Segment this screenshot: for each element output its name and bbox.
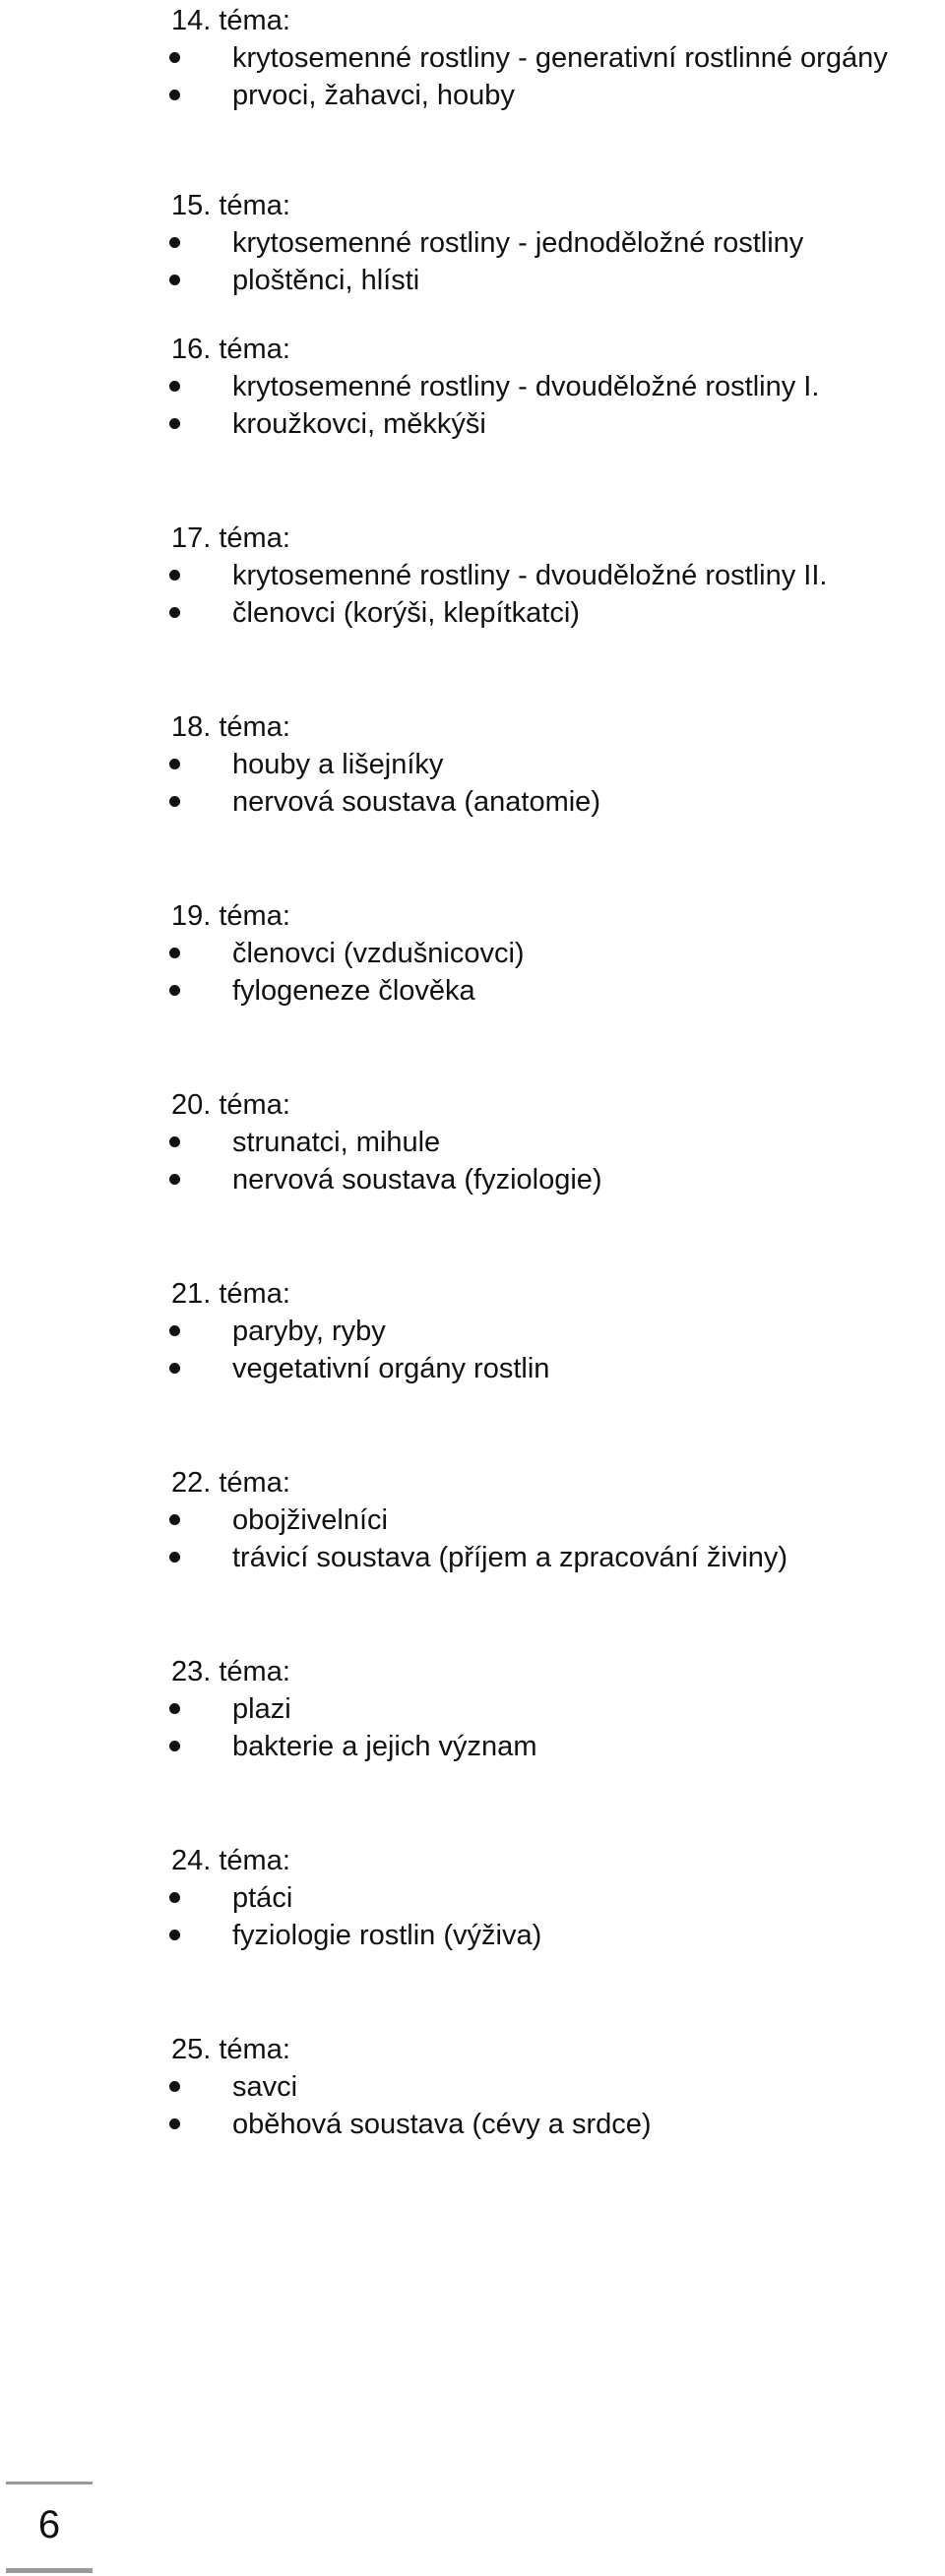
bullet-icon [169,1174,180,1185]
topic-item [0,594,945,632]
bullet-icon [169,90,180,100]
topic-item-text: krytosemenné rostliny - dvouděložné rostliny II. [232,560,828,591]
topic-item-text: trávicí soustava (příjem a zpracování živiny) [232,1542,788,1573]
topic-item-text: bakterie a jejich význam [232,1731,537,1762]
topic-item-text: nervová soustava (fyziologie) [232,1164,602,1196]
bullet-icon [169,948,180,958]
topic-item [0,1124,945,1161]
bullet-icon [169,2081,180,2092]
topic-item [0,2068,945,2106]
topic-heading: 23. téma: [171,1656,290,1687]
topic-item [0,1917,945,1954]
footer-divider-bottom [6,2568,93,2573]
bullet-icon [169,1930,180,1940]
topic-item-text: krytosemenné rostliny - jednoděložné rostliny [232,227,804,259]
topic-heading: 16. téma: [171,334,290,365]
page-number: 6 [37,2503,61,2546]
bullet-icon [169,1552,180,1563]
topic-item [0,2106,945,2143]
topic-heading: 14. téma: [171,5,290,36]
topic-heading: 18. téma: [171,711,290,743]
topic-heading: 24. téma: [171,1845,290,1876]
topic-item [0,1313,945,1350]
topic-item-text: členovci (korýši, klepítkatci) [232,597,580,629]
topic-item [0,368,945,405]
bullet-icon [169,237,180,248]
topic-item [0,39,945,77]
topic-item [0,783,945,821]
topic-item-text: oběhová soustava (cévy a srdce) [232,2109,652,2140]
bullet-icon [169,759,180,769]
topic-item-text: fyziologie rostlin (výživa) [232,1920,542,1951]
topic-heading: 15. téma: [171,190,290,221]
bullet-icon [169,1136,180,1147]
topic-item [0,1539,945,1576]
topic-heading: 20. téma: [171,1089,290,1121]
topic-item [0,77,945,114]
topic-item-text: ptáci [232,1882,293,1914]
bullet-icon [169,1892,180,1903]
topic-item [0,1502,945,1539]
bullet-icon [169,1514,180,1525]
topic-heading: 25. téma: [171,2034,290,2065]
topic-item-text: fylogeneze člověka [232,975,475,1007]
topic-item-text: plazi [232,1693,291,1725]
topic-heading: 19. téma: [171,900,290,932]
topic-item-text: vegetativní orgány rostlin [232,1353,550,1384]
topic-item [0,746,945,783]
bullet-icon [169,418,180,429]
bullet-icon [169,275,180,285]
topic-item [0,405,945,443]
topic-item-text: krytosemenné rostliny - generativní rostlinné orgány [232,42,888,74]
topic-item-text: obojživelníci [232,1504,388,1536]
topic-item-text: strunatci, mihule [232,1127,441,1158]
bullet-icon [169,1363,180,1374]
bullet-icon [169,796,180,807]
topic-item-text: houby a lišejníky [232,749,444,780]
bullet-icon [169,1325,180,1336]
topic-item [0,972,945,1010]
bullet-icon [169,52,180,63]
topic-item [0,1728,945,1765]
topic-item-text: členovci (vzdušnicovci) [232,938,525,969]
topic-item [0,224,945,262]
topic-heading: 22. téma: [171,1467,290,1499]
topic-heading: 17. téma: [171,522,290,554]
topic-item [0,1350,945,1387]
topic-item [0,1161,945,1198]
page-footer [0,2482,94,2576]
topic-item [0,262,945,299]
topic-item-text: ploštěnci, hlísti [232,265,420,296]
topic-item-text: kroužkovci, měkkýši [232,408,486,440]
topic-item [0,1690,945,1728]
bullet-icon [169,1703,180,1714]
topic-item [0,557,945,594]
topic-heading: 21. téma: [171,1278,290,1310]
footer-divider-top [6,2482,93,2484]
topic-item [0,935,945,972]
topic-item-text: krytosemenné rostliny - dvouděložné rostliny I. [232,371,820,402]
bullet-icon [169,381,180,392]
topic-item-text: paryby, ryby [232,1316,386,1347]
bullet-icon [169,607,180,618]
bullet-icon [169,1741,180,1751]
bullet-icon [169,985,180,996]
topic-item-text: nervová soustava (anatomie) [232,786,600,818]
topic-item [0,1879,945,1917]
topic-item-text: prvoci, žahavci, houby [232,80,515,111]
bullet-icon [169,570,180,581]
bullet-icon [169,2118,180,2129]
topic-item-text: savci [232,2071,298,2103]
